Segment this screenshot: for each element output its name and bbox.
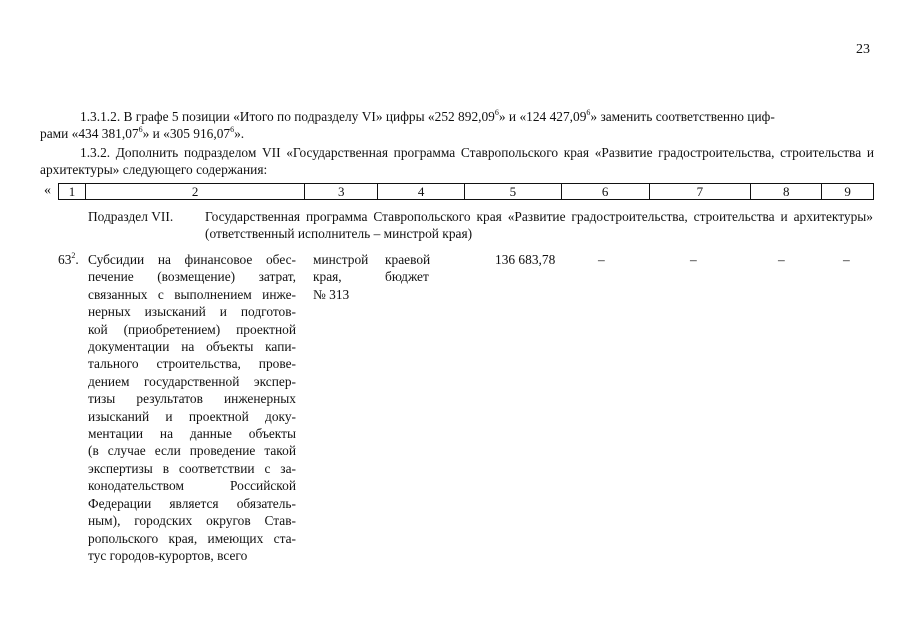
description-line: (в случае если проведение такой	[88, 443, 296, 459]
description-line: Субсидии на финансовое обес-	[88, 252, 296, 267]
row-value-col5: 136 683,78	[495, 252, 556, 267]
paragraph-2-text: 1.3.2. Дополнить подразделом VII «Государственная программа Ставропольского края «Развитие градостроительства, строительства и архитектуры» следующего содержания:	[40, 145, 874, 177]
footnote-sup: 6	[138, 124, 143, 134]
executor-line: минстрой	[313, 252, 369, 267]
row-funding-source	[385, 251, 455, 286]
footnote-sup: 6	[230, 124, 235, 134]
column-number: 2	[86, 184, 305, 199]
row-value-col8: –	[778, 252, 785, 267]
row-value-col6: –	[598, 252, 605, 267]
column-number: 4	[378, 184, 465, 199]
paragraph-1-text-c: » заменить соответственно циф-	[590, 109, 775, 124]
subsection-label: Подраздел VII.	[88, 209, 174, 224]
description-line: Федерации является обязатель-	[88, 495, 296, 511]
paragraph-1-text-a: 1.3.1.2. В графе 5 позиции «Итого по подразделу VI» цифры «252 892,09	[80, 109, 495, 124]
description-line: нерных изысканий и подготов-	[88, 304, 296, 320]
paragraph-1-text-d: рами «434 381,07	[40, 126, 139, 141]
description-line: связанных с выполнением инже-	[88, 286, 296, 302]
description-line: ропольского края, имеющих ста-	[88, 530, 296, 546]
description-line: экспертизы в соответствии с за-	[88, 460, 296, 476]
description-line: кой (приобретением) проектной	[88, 321, 296, 337]
subsection-title: Государственная программа Ставропольского края «Развитие градостроительства, строительства и архитектуры» (ответственный исполнитель – минстрой края)	[205, 209, 873, 241]
row-executor	[313, 251, 378, 303]
row-number-main: 63	[58, 252, 72, 267]
executor-line: края,	[313, 269, 342, 285]
description-line: конодательством Российской	[88, 478, 296, 494]
column-number: 1	[59, 184, 86, 199]
column-number-row	[58, 183, 874, 200]
column-number: 7	[650, 184, 752, 199]
paragraph-1-text-b: » и «124 427,09	[498, 109, 587, 124]
row-number	[58, 251, 79, 268]
description-line: тального строительства, прове-	[88, 356, 296, 372]
description-line: печение (возмещение) затрат,	[88, 269, 296, 285]
paragraph-1	[40, 108, 874, 142]
description-line: ным), городских округов Став-	[88, 513, 296, 529]
executor-line: № 313	[313, 286, 350, 302]
source-line: бюджет	[385, 269, 429, 285]
description-line: ментации на данные объекты	[88, 426, 296, 442]
page-number: 23	[856, 42, 870, 57]
column-number: 5	[465, 184, 562, 199]
table-open-quote: «	[44, 183, 51, 198]
paragraph-1-text-f: ».	[234, 126, 245, 141]
column-number: 6	[562, 184, 650, 199]
row-number-suffix: .	[75, 252, 79, 267]
description-line: изысканий и проектной доку-	[88, 408, 296, 424]
description-line: дением государственной экспер-	[88, 373, 296, 389]
row-number-sup: 2	[71, 250, 76, 260]
row-value-col9: –	[843, 252, 850, 267]
description-line: тус городов-курортов, всего	[88, 547, 248, 563]
description-line: документации на объекты капи-	[88, 339, 296, 355]
paragraph-2	[40, 144, 874, 178]
source-line: краевой	[385, 252, 431, 267]
column-number: 8	[751, 184, 822, 199]
row-value-col7: –	[690, 252, 697, 267]
paragraph-1-text-e: » и «305 916,07	[142, 126, 231, 141]
footnote-sup: 6	[494, 107, 499, 117]
description-line: тизы результатов инженерных	[88, 391, 296, 407]
footnote-sup: 6	[586, 107, 591, 117]
column-number: 9	[844, 184, 851, 199]
row-description	[88, 251, 296, 564]
column-number: 3	[305, 184, 378, 199]
